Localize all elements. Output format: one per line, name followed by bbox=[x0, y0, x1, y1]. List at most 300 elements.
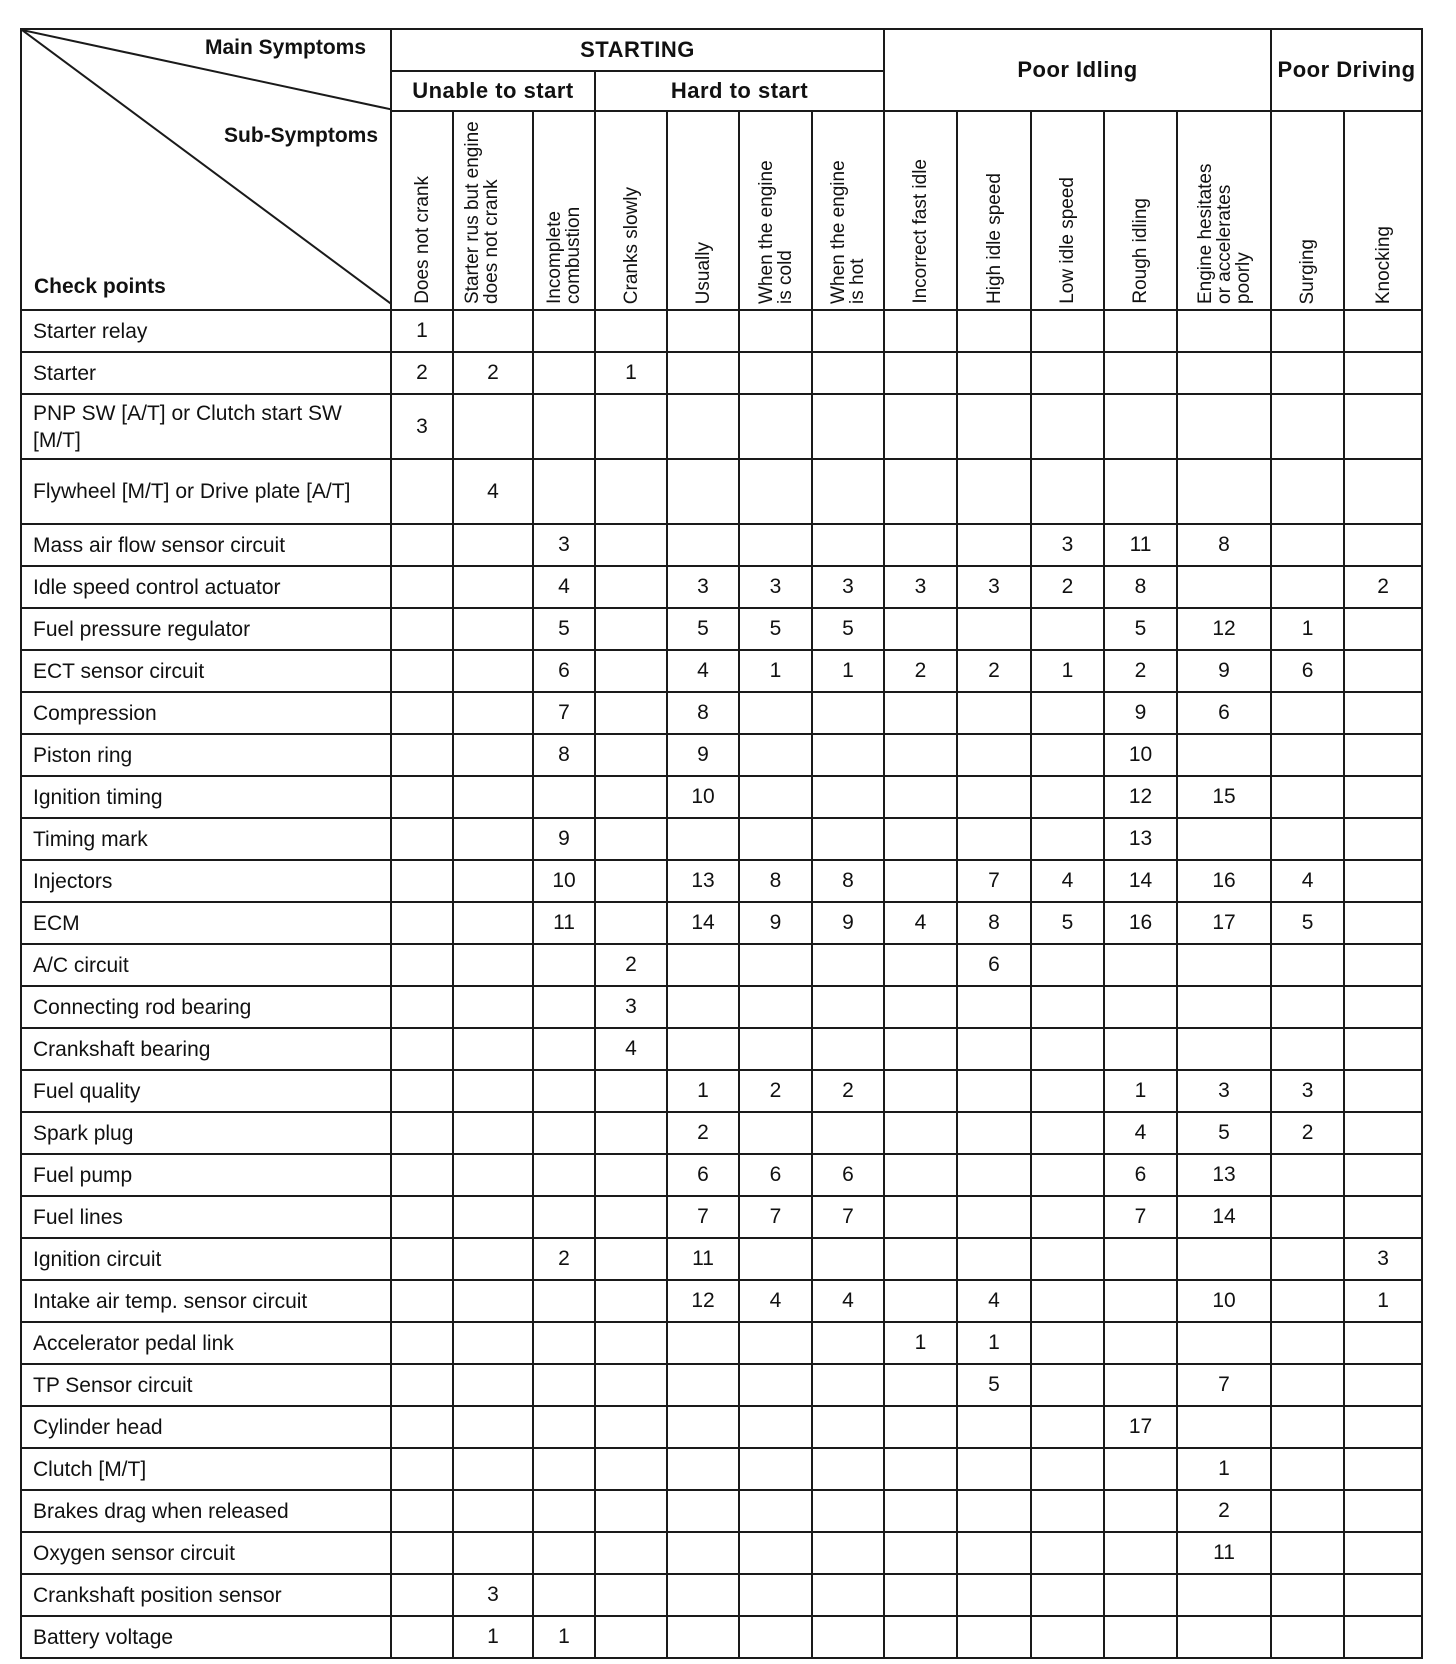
priority-cell bbox=[739, 986, 812, 1028]
priority-cell: 4 bbox=[533, 566, 595, 608]
priority-cell bbox=[739, 1532, 812, 1574]
priority-cell bbox=[1344, 1322, 1422, 1364]
priority-cell bbox=[533, 1028, 595, 1070]
table-row bbox=[21, 818, 1422, 860]
priority-cell bbox=[1031, 1406, 1104, 1448]
priority-cell bbox=[667, 1322, 739, 1364]
priority-cell bbox=[812, 1574, 884, 1616]
priority-cell bbox=[1177, 394, 1271, 459]
priority-cell bbox=[1344, 1490, 1422, 1532]
priority-cell: 6 bbox=[1104, 1154, 1177, 1196]
priority-cell bbox=[1104, 986, 1177, 1028]
subgroup-hard-to-start: Hard to start bbox=[595, 71, 884, 111]
priority-cell bbox=[957, 1196, 1031, 1238]
priority-cell: 1 bbox=[1271, 608, 1344, 650]
priority-cell bbox=[1031, 1196, 1104, 1238]
priority-cell: 6 bbox=[739, 1154, 812, 1196]
priority-cell bbox=[1271, 1490, 1344, 1532]
priority-cell bbox=[1344, 860, 1422, 902]
priority-cell bbox=[667, 394, 739, 459]
priority-cell: 4 bbox=[957, 1280, 1031, 1322]
priority-cell bbox=[391, 986, 453, 1028]
priority-cell bbox=[595, 1616, 667, 1658]
priority-cell bbox=[391, 860, 453, 902]
check-point-crankshaft-position-sensor: Crankshaft position sensor bbox=[21, 1574, 391, 1616]
priority-cell bbox=[667, 1574, 739, 1616]
check-point-intake-air-temp-sensor-circuit: Intake air temp. sensor circuit bbox=[21, 1280, 391, 1322]
group-poor-driving: Poor Driving bbox=[1271, 29, 1422, 111]
priority-cell bbox=[739, 692, 812, 734]
priority-cell bbox=[1031, 1112, 1104, 1154]
col-engine-hesitates: Engine hesitates or accelerates poorly bbox=[1177, 111, 1271, 310]
col-engine-hot: When the engine is hot bbox=[812, 111, 884, 310]
priority-cell: 1 bbox=[453, 1616, 533, 1658]
priority-cell bbox=[1104, 1490, 1177, 1532]
priority-cell bbox=[812, 1238, 884, 1280]
check-point-a-c-circuit: A/C circuit bbox=[21, 944, 391, 986]
priority-cell bbox=[884, 310, 957, 352]
priority-cell bbox=[533, 1322, 595, 1364]
check-point-fuel-quality: Fuel quality bbox=[21, 1070, 391, 1112]
priority-cell bbox=[1177, 1574, 1271, 1616]
priority-cell bbox=[453, 608, 533, 650]
priority-cell bbox=[1031, 1532, 1104, 1574]
priority-cell: 4 bbox=[884, 902, 957, 944]
priority-cell bbox=[739, 1028, 812, 1070]
priority-cell: 7 bbox=[739, 1196, 812, 1238]
priority-cell: 3 bbox=[1177, 1070, 1271, 1112]
priority-cell bbox=[1344, 1070, 1422, 1112]
main-symptoms-label: Main Symptoms bbox=[204, 36, 366, 59]
priority-cell bbox=[812, 818, 884, 860]
check-point-rows bbox=[21, 310, 1422, 1658]
priority-cell bbox=[1031, 310, 1104, 352]
priority-cell bbox=[1271, 818, 1344, 860]
priority-cell bbox=[595, 1280, 667, 1322]
check-point-ecm: ECM bbox=[21, 902, 391, 944]
priority-cell bbox=[957, 524, 1031, 566]
priority-cell bbox=[667, 1616, 739, 1658]
priority-cell bbox=[812, 459, 884, 524]
table-row bbox=[21, 394, 1422, 459]
priority-cell bbox=[957, 1070, 1031, 1112]
priority-cell: 8 bbox=[957, 902, 1031, 944]
priority-cell: 10 bbox=[1177, 1280, 1271, 1322]
priority-cell bbox=[1031, 1364, 1104, 1406]
check-point-battery-voltage: Battery voltage bbox=[21, 1616, 391, 1658]
priority-cell bbox=[595, 394, 667, 459]
priority-cell bbox=[739, 944, 812, 986]
priority-cell bbox=[391, 902, 453, 944]
priority-cell: 5 bbox=[739, 608, 812, 650]
priority-cell bbox=[667, 352, 739, 394]
col-starter-runs-no-crank: Starter rus but engine does not crank bbox=[453, 111, 533, 310]
col-usually: Usually bbox=[667, 111, 739, 310]
priority-cell bbox=[533, 1070, 595, 1112]
priority-cell bbox=[884, 1154, 957, 1196]
priority-cell bbox=[1271, 734, 1344, 776]
col-knocking: Knocking bbox=[1344, 111, 1422, 310]
priority-cell bbox=[453, 394, 533, 459]
priority-cell bbox=[812, 1322, 884, 1364]
priority-cell bbox=[812, 524, 884, 566]
priority-cell bbox=[595, 1364, 667, 1406]
check-point-accelerator-pedal-link: Accelerator pedal link bbox=[21, 1322, 391, 1364]
priority-cell bbox=[1104, 459, 1177, 524]
priority-cell bbox=[595, 1112, 667, 1154]
priority-cell bbox=[1344, 692, 1422, 734]
priority-cell bbox=[739, 394, 812, 459]
priority-cell: 5 bbox=[533, 608, 595, 650]
priority-cell bbox=[739, 352, 812, 394]
priority-cell bbox=[1031, 692, 1104, 734]
col-rough-idling: Rough idling bbox=[1104, 111, 1177, 310]
priority-cell bbox=[533, 776, 595, 818]
priority-cell: 9 bbox=[1104, 692, 1177, 734]
priority-cell bbox=[1031, 1070, 1104, 1112]
table-row bbox=[21, 986, 1422, 1028]
priority-cell: 2 bbox=[812, 1070, 884, 1112]
priority-cell bbox=[1344, 1616, 1422, 1658]
priority-cell: 4 bbox=[667, 650, 739, 692]
table-row bbox=[21, 902, 1422, 944]
priority-cell: 8 bbox=[1104, 566, 1177, 608]
priority-cell bbox=[391, 1196, 453, 1238]
priority-cell bbox=[533, 1448, 595, 1490]
priority-cell: 3 bbox=[1344, 1238, 1422, 1280]
priority-cell: 7 bbox=[667, 1196, 739, 1238]
priority-cell: 15 bbox=[1177, 776, 1271, 818]
check-point-starter: Starter bbox=[21, 352, 391, 394]
priority-cell bbox=[812, 986, 884, 1028]
priority-cell bbox=[453, 776, 533, 818]
col-cranks-slowly: Cranks slowly bbox=[595, 111, 667, 310]
priority-cell bbox=[453, 902, 533, 944]
priority-cell: 2 bbox=[1104, 650, 1177, 692]
priority-cell bbox=[1177, 944, 1271, 986]
table-row bbox=[21, 1616, 1422, 1658]
priority-cell bbox=[667, 1490, 739, 1532]
priority-cell bbox=[595, 1448, 667, 1490]
check-point-ect-sensor-circuit: ECT sensor circuit bbox=[21, 650, 391, 692]
priority-cell: 2 bbox=[1344, 566, 1422, 608]
priority-cell bbox=[1104, 1364, 1177, 1406]
priority-cell bbox=[739, 1490, 812, 1532]
priority-cell bbox=[1271, 1364, 1344, 1406]
priority-cell: 9 bbox=[533, 818, 595, 860]
priority-cell bbox=[453, 1406, 533, 1448]
priority-cell bbox=[884, 1490, 957, 1532]
priority-cell bbox=[1104, 1448, 1177, 1490]
priority-cell bbox=[453, 566, 533, 608]
priority-cell: 10 bbox=[1104, 734, 1177, 776]
priority-cell bbox=[812, 394, 884, 459]
priority-cell bbox=[884, 1406, 957, 1448]
priority-cell bbox=[1271, 776, 1344, 818]
table-row bbox=[21, 650, 1422, 692]
priority-cell: 10 bbox=[667, 776, 739, 818]
priority-cell bbox=[884, 1070, 957, 1112]
priority-cell: 5 bbox=[957, 1364, 1031, 1406]
priority-cell: 1 bbox=[1104, 1070, 1177, 1112]
group-starting: STARTING bbox=[391, 29, 884, 71]
priority-cell: 4 bbox=[595, 1028, 667, 1070]
priority-cell bbox=[884, 776, 957, 818]
priority-cell bbox=[1271, 1238, 1344, 1280]
priority-cell bbox=[391, 566, 453, 608]
priority-cell bbox=[1104, 1028, 1177, 1070]
priority-cell bbox=[1271, 1574, 1344, 1616]
priority-cell bbox=[1177, 310, 1271, 352]
check-point-idle-speed-control-actuator: Idle speed control actuator bbox=[21, 566, 391, 608]
priority-cell bbox=[1344, 1532, 1422, 1574]
priority-cell bbox=[739, 776, 812, 818]
priority-cell bbox=[533, 352, 595, 394]
priority-cell bbox=[453, 986, 533, 1028]
check-point-cylinder-head: Cylinder head bbox=[21, 1406, 391, 1448]
priority-cell bbox=[1031, 1238, 1104, 1280]
priority-cell bbox=[1344, 310, 1422, 352]
priority-cell: 11 bbox=[1177, 1532, 1271, 1574]
priority-cell bbox=[1271, 1154, 1344, 1196]
priority-cell: 8 bbox=[812, 860, 884, 902]
priority-cell bbox=[391, 692, 453, 734]
priority-cell bbox=[1177, 1028, 1271, 1070]
priority-cell: 1 bbox=[884, 1322, 957, 1364]
priority-cell: 8 bbox=[739, 860, 812, 902]
priority-cell bbox=[957, 1112, 1031, 1154]
col-surging: Surging bbox=[1271, 111, 1344, 310]
check-point-spark-plug: Spark plug bbox=[21, 1112, 391, 1154]
check-point-crankshaft-bearing: Crankshaft bearing bbox=[21, 1028, 391, 1070]
priority-cell: 2 bbox=[1271, 1112, 1344, 1154]
priority-cell bbox=[957, 1490, 1031, 1532]
table-row bbox=[21, 459, 1422, 524]
priority-cell: 12 bbox=[667, 1280, 739, 1322]
priority-cell bbox=[1177, 1616, 1271, 1658]
priority-cell: 4 bbox=[1271, 860, 1344, 902]
priority-cell bbox=[739, 1406, 812, 1448]
priority-cell: 16 bbox=[1104, 902, 1177, 944]
priority-cell bbox=[812, 944, 884, 986]
priority-cell bbox=[1104, 310, 1177, 352]
priority-cell bbox=[957, 608, 1031, 650]
priority-cell bbox=[1104, 1532, 1177, 1574]
priority-cell: 2 bbox=[453, 352, 533, 394]
priority-cell bbox=[1344, 459, 1422, 524]
priority-cell bbox=[595, 1532, 667, 1574]
priority-cell bbox=[667, 1448, 739, 1490]
priority-cell bbox=[1177, 986, 1271, 1028]
priority-cell: 11 bbox=[533, 902, 595, 944]
table-row bbox=[21, 1070, 1422, 1112]
priority-cell bbox=[595, 1154, 667, 1196]
priority-cell bbox=[1177, 459, 1271, 524]
priority-cell bbox=[453, 1028, 533, 1070]
table-row bbox=[21, 524, 1422, 566]
priority-cell bbox=[667, 986, 739, 1028]
priority-cell bbox=[453, 1070, 533, 1112]
priority-cell bbox=[391, 650, 453, 692]
priority-cell bbox=[884, 524, 957, 566]
priority-cell bbox=[1271, 692, 1344, 734]
priority-cell bbox=[1031, 1154, 1104, 1196]
priority-cell: 7 bbox=[957, 860, 1031, 902]
check-point-injectors: Injectors bbox=[21, 860, 391, 902]
priority-cell bbox=[739, 1364, 812, 1406]
priority-cell bbox=[453, 1364, 533, 1406]
subgroup-unable-to-start: Unable to start bbox=[391, 71, 595, 111]
priority-cell bbox=[595, 776, 667, 818]
priority-cell bbox=[1177, 1238, 1271, 1280]
priority-cell: 2 bbox=[391, 352, 453, 394]
priority-cell bbox=[884, 734, 957, 776]
col-engine-cold: When the engine is cold bbox=[739, 111, 812, 310]
priority-cell: 5 bbox=[812, 608, 884, 650]
priority-cell bbox=[1344, 1364, 1422, 1406]
priority-cell: 2 bbox=[957, 650, 1031, 692]
priority-cell bbox=[812, 1490, 884, 1532]
priority-cell bbox=[957, 1028, 1031, 1070]
table-row bbox=[21, 310, 1422, 352]
priority-cell bbox=[595, 608, 667, 650]
priority-cell bbox=[739, 1448, 812, 1490]
priority-cell bbox=[739, 1238, 812, 1280]
priority-cell: 14 bbox=[1104, 860, 1177, 902]
priority-cell: 3 bbox=[595, 986, 667, 1028]
priority-cell bbox=[1344, 944, 1422, 986]
priority-cell bbox=[812, 776, 884, 818]
priority-cell: 4 bbox=[453, 459, 533, 524]
priority-cell bbox=[533, 1112, 595, 1154]
priority-cell bbox=[1177, 1322, 1271, 1364]
priority-cell bbox=[453, 650, 533, 692]
priority-cell bbox=[812, 1448, 884, 1490]
priority-cell: 1 bbox=[1177, 1448, 1271, 1490]
priority-cell bbox=[595, 1070, 667, 1112]
priority-cell bbox=[812, 692, 884, 734]
check-point-compression: Compression bbox=[21, 692, 391, 734]
priority-cell bbox=[595, 734, 667, 776]
priority-cell bbox=[667, 1532, 739, 1574]
priority-cell bbox=[533, 1280, 595, 1322]
priority-cell: 3 bbox=[1031, 524, 1104, 566]
priority-cell bbox=[957, 776, 1031, 818]
priority-cell bbox=[391, 1322, 453, 1364]
priority-cell bbox=[391, 1238, 453, 1280]
priority-cell: 17 bbox=[1104, 1406, 1177, 1448]
priority-cell bbox=[1271, 1448, 1344, 1490]
table-row bbox=[21, 1448, 1422, 1490]
priority-cell bbox=[1031, 1448, 1104, 1490]
priority-cell: 3 bbox=[667, 566, 739, 608]
priority-cell bbox=[453, 734, 533, 776]
sub-symptoms-label: Sub-Symptoms bbox=[223, 124, 378, 147]
priority-cell: 4 bbox=[812, 1280, 884, 1322]
priority-cell bbox=[453, 1238, 533, 1280]
check-point-tp-sensor-circuit: TP Sensor circuit bbox=[21, 1364, 391, 1406]
priority-cell bbox=[1031, 459, 1104, 524]
priority-cell: 5 bbox=[1177, 1112, 1271, 1154]
header-corner bbox=[21, 29, 391, 310]
priority-cell bbox=[957, 1238, 1031, 1280]
priority-cell bbox=[533, 394, 595, 459]
col-does-not-crank: Does not crank bbox=[391, 111, 453, 310]
priority-cell: 11 bbox=[667, 1238, 739, 1280]
priority-cell bbox=[957, 734, 1031, 776]
priority-cell bbox=[1177, 734, 1271, 776]
priority-cell bbox=[1271, 986, 1344, 1028]
priority-cell bbox=[884, 608, 957, 650]
priority-cell: 17 bbox=[1177, 902, 1271, 944]
table-row bbox=[21, 1406, 1422, 1448]
priority-cell: 12 bbox=[1104, 776, 1177, 818]
priority-cell bbox=[453, 1280, 533, 1322]
priority-cell: 3 bbox=[884, 566, 957, 608]
priority-cell: 3 bbox=[1271, 1070, 1344, 1112]
priority-cell: 1 bbox=[391, 310, 453, 352]
table-row bbox=[21, 860, 1422, 902]
priority-cell bbox=[812, 352, 884, 394]
priority-cell bbox=[739, 310, 812, 352]
priority-cell bbox=[533, 1196, 595, 1238]
check-point-ignition-circuit: Ignition circuit bbox=[21, 1238, 391, 1280]
priority-cell bbox=[391, 1280, 453, 1322]
priority-cell bbox=[739, 1574, 812, 1616]
table-row bbox=[21, 1322, 1422, 1364]
priority-cell: 4 bbox=[1104, 1112, 1177, 1154]
priority-cell bbox=[957, 394, 1031, 459]
priority-cell: 5 bbox=[1031, 902, 1104, 944]
priority-cell bbox=[1271, 1196, 1344, 1238]
priority-cell bbox=[884, 459, 957, 524]
priority-cell: 7 bbox=[533, 692, 595, 734]
table-row bbox=[21, 1532, 1422, 1574]
priority-cell: 14 bbox=[1177, 1196, 1271, 1238]
priority-cell bbox=[391, 1616, 453, 1658]
priority-cell bbox=[595, 902, 667, 944]
priority-cell bbox=[391, 1448, 453, 1490]
symptom-table bbox=[20, 28, 1423, 1659]
priority-cell: 3 bbox=[533, 524, 595, 566]
check-point-brakes-drag-when-released: Brakes drag when released bbox=[21, 1490, 391, 1532]
priority-cell bbox=[1271, 352, 1344, 394]
corner-diagonals bbox=[22, 30, 391, 306]
priority-cell: 1 bbox=[812, 650, 884, 692]
priority-cell: 2 bbox=[1177, 1490, 1271, 1532]
priority-cell bbox=[1344, 1406, 1422, 1448]
priority-cell bbox=[667, 524, 739, 566]
priority-cell: 5 bbox=[667, 608, 739, 650]
priority-cell bbox=[453, 692, 533, 734]
check-point-ignition-timing: Ignition timing bbox=[21, 776, 391, 818]
priority-cell bbox=[1031, 394, 1104, 459]
priority-cell bbox=[533, 1406, 595, 1448]
priority-cell bbox=[1344, 524, 1422, 566]
priority-cell bbox=[1344, 394, 1422, 459]
priority-cell bbox=[595, 1406, 667, 1448]
priority-cell bbox=[884, 860, 957, 902]
priority-cell bbox=[1031, 776, 1104, 818]
priority-cell: 6 bbox=[1177, 692, 1271, 734]
priority-cell: 1 bbox=[595, 352, 667, 394]
priority-cell bbox=[391, 1532, 453, 1574]
priority-cell bbox=[533, 1154, 595, 1196]
table-row bbox=[21, 1280, 1422, 1322]
priority-cell bbox=[453, 1448, 533, 1490]
priority-cell bbox=[957, 1154, 1031, 1196]
priority-cell bbox=[739, 459, 812, 524]
